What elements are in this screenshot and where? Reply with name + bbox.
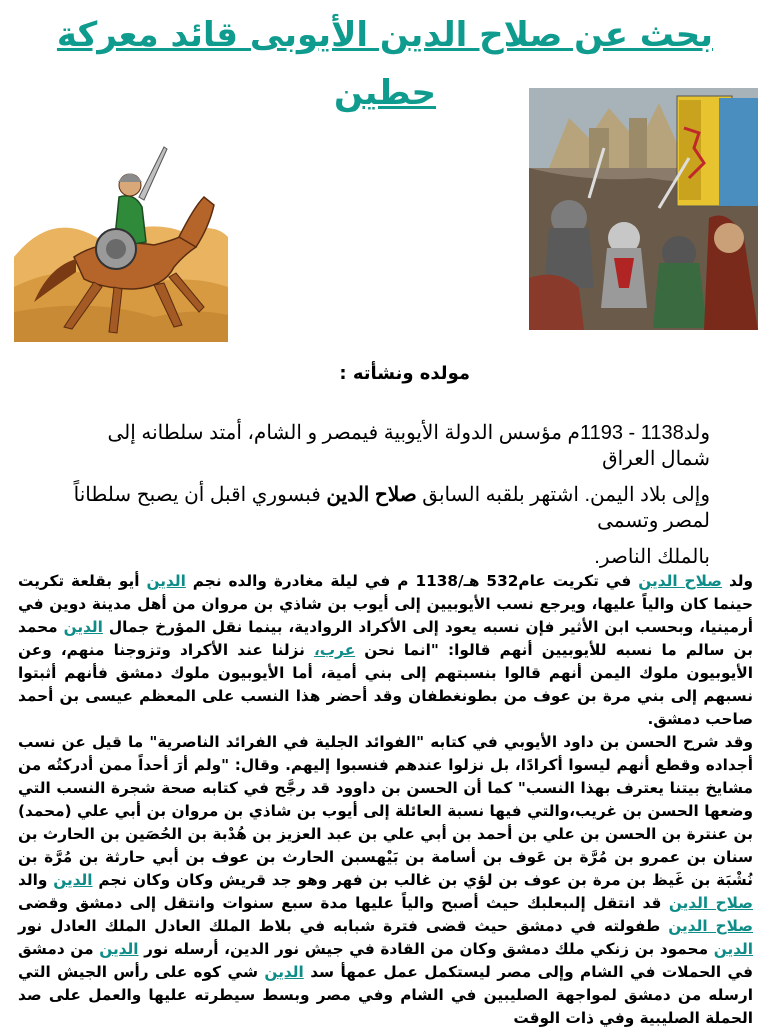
body-text-run: طفولته في دمشق حيث قضى فترة شبابه في بلاط الملك العادل الملك العادل نور: [18, 917, 661, 935]
intro-text: فبسوري اقبل أن يصبح سلطاناً لمصر وتسمى: [73, 484, 710, 532]
link-aldin[interactable]: الدين: [264, 963, 304, 981]
title-line-2: حطين: [333, 73, 437, 113]
link-salah-aldin[interactable]: صلاح الدين: [668, 917, 753, 935]
body-text-run: وقد شرح الحسن بن داود الأيوبي في كتابه "الفوائد الجلية في الفرائد الناصرية" ما قيل عن نسب أجداده وقطع أنهم ليسوا أكرادًا، بل نزلوا عندهم فنسبوا إليهم. وقال: "ولم أرَ أحداً ممن أدركتُه من مشايخ بيتنا يعترف بهذا النسب" كما أن الحسن بن داوود قد رجَّح في كتابه صحة شجرة النسب التي وضعها الحسن بن غريب،والتي فيها نسبة العائلة إلى أيوب بن شاذي بن مروان بن أبي علي (محمد) بن عنترة بن الحسن بن علي بن أحمد بن أبي علي بن عبد العزيز بن هُدْبة بن الحُصَين بن الحارث بن سنان بن عمرو بن مُرَّة بن عَوف بن أسامة بن بَيْهسبن الحارث بن عوف بن أبي حارثة بن مُرَّة بن نُشْبَة بن غَيظ بن مرة بن عوف بن لؤي بن غالب بن فهر وهو جد قريش وكان وكان نجم: [18, 733, 753, 889]
link-aldin[interactable]: الدين: [146, 572, 186, 590]
link-aldin[interactable]: الدين: [53, 871, 93, 889]
intro-paragraph-3: بالملك الناصر.: [594, 546, 710, 568]
link-aldin[interactable]: الدين: [713, 940, 754, 958]
battle-image: [529, 88, 758, 330]
link-salah-aldin[interactable]: صلاح الدين: [668, 894, 753, 912]
link-aldin[interactable]: الدين: [63, 618, 103, 636]
horseman-illustration: [14, 137, 228, 342]
body-paragraph-1: [18, 570, 753, 731]
body-text-run: في تكريت عام532 هـ/1138 م في ليلة مغادرة والده نجم: [192, 572, 632, 590]
intro-bold-name: صلاح الدين: [326, 484, 417, 506]
intro-paragraphs: [70, 420, 710, 580]
body-text-run: ولد: [728, 572, 754, 590]
body-text-run: أيو بقلعة تكريت حينما كان والياً عليها، ويرجع نسب الأيوبيين إلى أيوب بن شاذي بن مروان من أهل مدينة دوين في أرمينيا، وبحسب ابن الأثير فإن نسبه يعود إلى الأكراد الروادية، بينما نقل المؤرخ جمال: [18, 572, 753, 636]
hattin-battle-painting: [529, 88, 758, 330]
intro-text: وإلى بلاد اليمن. اشتهر بلقبه السابق: [422, 484, 710, 506]
body-text-run: محمد بن سالم ما نسبه للأيوبيين أنهم قالوا: "انما نحن: [18, 618, 754, 659]
title-line-1: بحث عن صلاح الدين الأيوبى قائد معركة: [56, 15, 714, 55]
body-text-run: شي كوه على رأس الجيش التي ارسله من دمشق لمواجهة الصليبين في الشام وفي مصر وبسط سيطرته عليها والعمل على صد الحملة الصليبية وفي ذات الوقت: [18, 963, 753, 1027]
body-text: [18, 570, 753, 1030]
body-text-run: محمود بن زنكي ملك دمشق وكان من القادة في جيش نور الدين، أرسله نور: [144, 940, 709, 958]
body-text-run: والد: [18, 871, 48, 889]
intro-paragraph-2: [70, 482, 710, 534]
body-text-run: قد انتقل إلىبعلبك حيث أصبح والياً عليها مدة سبع سنوات وانتقل إلى دمشق وقضى: [18, 894, 662, 912]
body-paragraph-2: [18, 731, 753, 1030]
body-text-run: نزلنا عند الأكراد وتزوجنا منهم، وعن الأيوبيون ملوك اليمن أنهم قالوا بنسبتهم إلى بني أمية، أما الأيوبيون ملوك دمشق فأنهم أثبتوا نسبهم إلى بني مرة بن عوف من بطونغطفان وقد أحضر هذا النسب على المعظم عيسى بن أحمد صاحب دمشق.: [18, 641, 753, 728]
horseman-image: [14, 137, 228, 342]
link-arab[interactable]: عرب،: [314, 641, 356, 659]
intro-paragraph-1: ولد1138 - 1193م مؤسس الدولة الأيوبية فيمصر و الشام، أمتد سلطانه إلى شمال العراق: [107, 422, 710, 470]
link-salah-aldin[interactable]: صلاح الدين: [638, 572, 722, 590]
link-aldin[interactable]: الدين: [99, 940, 139, 958]
body-text-run: من دمشق في الحملات في الشام وإلى مصر ليستكمل عمل عمهأ سد: [18, 940, 754, 981]
section-heading: مولده ونشأته :: [339, 363, 470, 384]
